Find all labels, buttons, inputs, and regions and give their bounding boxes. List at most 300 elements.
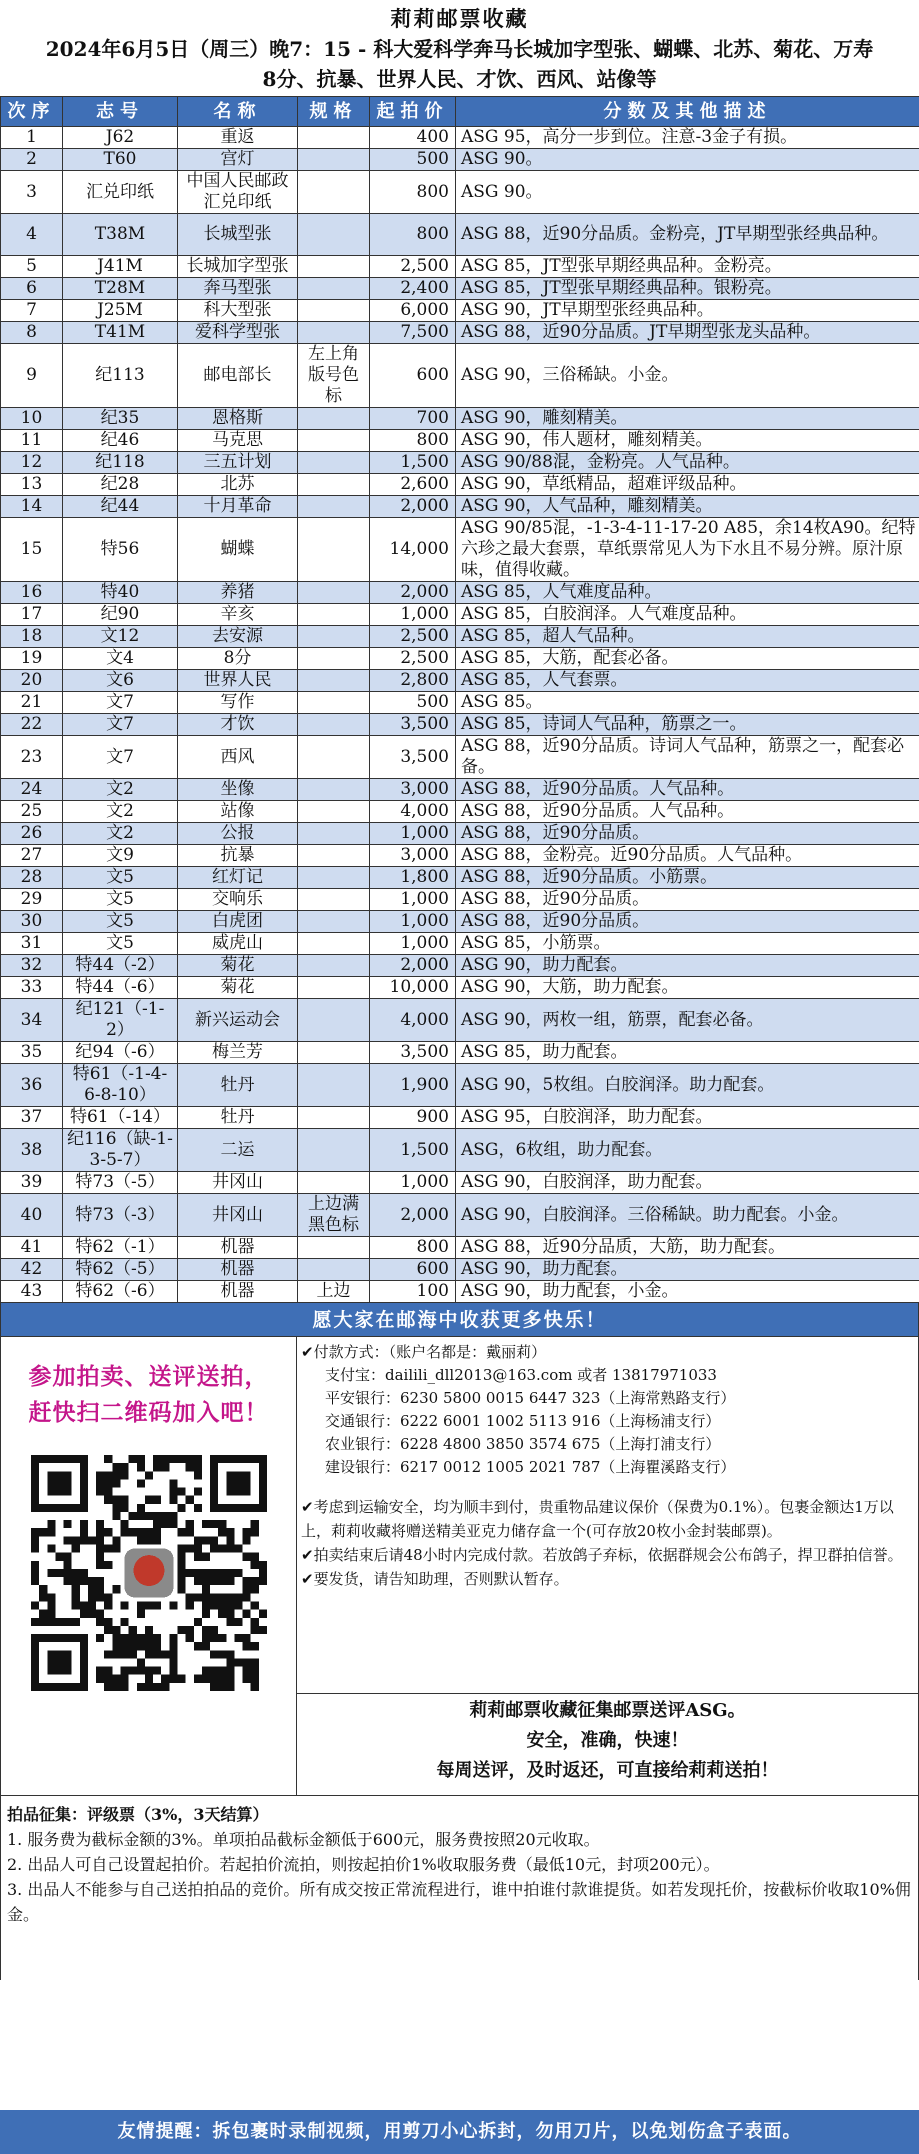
lot-code: 文2 [63,801,178,823]
payment-section [0,1337,919,1693]
lot-start-price: 800 [370,214,456,256]
lot-code: 文7 [63,714,178,736]
lot-start-price: 2,500 [370,648,456,670]
lot-name: 三五计划 [178,452,298,474]
motto-line3: 每周送评，及时返还，可直接给莉莉送拍！ [436,1760,779,1781]
lot-name: 机器 [178,1237,298,1259]
lot-start-price: 1,000 [370,823,456,845]
col-header-spec: 规格 [298,97,370,127]
lot-start-price: 900 [370,1107,456,1129]
lot-spec [298,977,370,999]
lot-start-price: 2,400 [370,278,456,300]
lot-start-price: 2,000 [370,582,456,604]
lot-number: 4 [1,214,63,256]
table-row [1,911,919,933]
motto-section [0,1693,919,1796]
lot-name: 菊花 [178,977,298,999]
lot-code: T41M [63,322,178,344]
lot-spec [298,518,370,582]
lot-description: ASG 88，近90分品质。JT早期型张龙头品种。 [456,322,919,344]
lot-description: ASG 90，白胶润泽。三俗稀缺。助力配套。小金。 [456,1194,919,1237]
table-row [1,256,919,278]
lot-name: 公报 [178,823,298,845]
lot-description: ASG 85，JT型张早期经典品种。银粉亮。 [456,278,919,300]
lot-code: J41M [63,256,178,278]
table-row [1,278,919,300]
lot-start-price: 1,500 [370,1129,456,1172]
lot-spec [298,452,370,474]
bank-jianshe: 建设银行：6217 0012 1005 2021 787（上海瞿溪路支行） [325,1458,736,1476]
lot-name: 宫灯 [178,149,298,171]
lot-code: 特56 [63,518,178,582]
lot-spec: 左上角版号色标 [298,344,370,408]
lot-number: 22 [1,714,63,736]
footer-reminder: 友情提醒：拆包裹时录制视频，用剪刀小心拆封，勿用刀片，以免划伤盒子表面。 [0,2110,919,2154]
lot-description: ASG 90/85混，-1-3-4-11-17-20 A85，余14枚A90。纪特六珍之最大套票，草纸票常见人为下水且不易分辨。原汁原味，值得收藏。 [456,518,919,582]
lot-description: ASG 90，助力配套。 [456,1259,919,1281]
lot-description: ASG 90，伟人题材，雕刻精美。 [456,430,919,452]
table-row [1,648,919,670]
lot-start-price: 4,000 [370,999,456,1042]
table-row [1,1107,919,1129]
table-row [1,1259,919,1281]
lot-description: ASG 88，近90分品质，大筋，助力配套。 [456,1237,919,1259]
auction-title-line1: 2024年6月5日（周三）晚7：15 - 科大爱科学奔马长城加字型张、蝴蝶、北苏、菊花、万寿 [45,37,874,61]
lot-code: 文6 [63,670,178,692]
lot-description: ASG 90，白胶润泽，助力配套。 [456,1172,919,1194]
bank-jiaotong: 交通银行：6222 6001 1002 5113 916（上海杨浦支行） [325,1412,721,1430]
table-row [1,430,919,452]
lot-code: 纪90 [63,604,178,626]
lot-description: ASG 85，超人气品种。 [456,626,919,648]
table-row [1,496,919,518]
lot-start-price: 1,000 [370,889,456,911]
lot-number: 20 [1,670,63,692]
lot-name: 机器 [178,1259,298,1281]
lot-description: ASG 88，近90分品质。 [456,911,919,933]
lot-start-price: 3,500 [370,714,456,736]
table-row [1,1064,919,1107]
lot-start-price: 2,500 [370,256,456,278]
lot-spec [298,604,370,626]
auction-title-line2: 8分、抗暴、世界人民、才饮、西风、站像等 [262,67,657,91]
check-icon: ✔ [301,1546,314,1564]
lot-description: ASG 85，助力配套。 [456,1042,919,1064]
lot-code: 纪28 [63,474,178,496]
lot-description: ASG 90。 [456,149,919,171]
table-row [1,933,919,955]
lot-start-price: 500 [370,692,456,714]
lot-name: 蝴蝶 [178,518,298,582]
table-row [1,474,919,496]
table-row [1,1042,919,1064]
lot-start-price: 100 [370,1281,456,1303]
table-row [1,1129,919,1172]
lot-name: 去安源 [178,626,298,648]
terms-item-1: 1. 服务费为截标金额的3%。单项拍品截标金额低于600元，服务费按照20元收取。 [7,1830,600,1849]
lot-number: 33 [1,977,63,999]
lot-start-price: 1,000 [370,933,456,955]
lot-start-price: 2,800 [370,670,456,692]
lot-description: ASG 88，近90分品质。诗词人气品种，筋票之一，配套必备。 [456,736,919,779]
lot-start-price: 6,000 [370,300,456,322]
lot-number: 26 [1,823,63,845]
lot-name: 井冈山 [178,1172,298,1194]
lot-description: ASG 85，JT型张早期经典品种。金粉亮。 [456,256,919,278]
lot-description: ASG 90，助力配套。 [456,955,919,977]
lot-name: 西风 [178,736,298,779]
table-row [1,779,919,801]
lot-start-price: 700 [370,408,456,430]
lot-number: 2 [1,149,63,171]
terms-item-2: 2. 出品人可自己设置起拍价。若起拍价流拍，则按起拍价1%收取服务费（最低10元，封项200元）。 [7,1855,720,1874]
lot-code: 文5 [63,911,178,933]
lot-code: 纪46 [63,430,178,452]
table-row [1,670,919,692]
table-row [1,518,919,582]
bank-nongye: 农业银行：6228 4800 3850 3574 675（上海打浦支行） [325,1435,721,1453]
table-row [1,1172,919,1194]
lot-number: 16 [1,582,63,604]
lot-name: 坐像 [178,779,298,801]
lot-name: 交响乐 [178,889,298,911]
lot-spec [298,933,370,955]
lot-number: 39 [1,1172,63,1194]
lot-start-price: 1,000 [370,604,456,626]
lot-number: 36 [1,1064,63,1107]
lot-number: 42 [1,1259,63,1281]
lot-spec: 上边满黑色标 [298,1194,370,1237]
lot-description: ASG 90，大筋，助力配套。 [456,977,919,999]
lot-spec [298,648,370,670]
lot-number: 43 [1,1281,63,1303]
table-row [1,604,919,626]
lot-number: 41 [1,1237,63,1259]
lot-name: 井冈山 [178,1194,298,1237]
lot-spec [298,1172,370,1194]
lot-name: 重返 [178,127,298,149]
lot-name: 牡丹 [178,1107,298,1129]
lot-code: 纪94（-6） [63,1042,178,1064]
lot-start-price: 600 [370,1259,456,1281]
bank-pingan: 平安银行：6230 5800 0015 6447 323（上海常熟路支行） [325,1389,736,1407]
lot-description: ASG 88，金粉亮。近90分品质。人气品种。 [456,845,919,867]
lot-number: 23 [1,736,63,779]
wish-banner: 愿大家在邮海中收获更多快乐！ [0,1303,919,1337]
lot-spec [298,214,370,256]
lot-code: 文5 [63,933,178,955]
lot-spec [298,322,370,344]
lot-code: 特61（-14） [63,1107,178,1129]
table-row [1,1237,919,1259]
lot-description: ASG 88，近90分品质。小筋票。 [456,867,919,889]
motto [297,1693,918,1795]
table-row [1,955,919,977]
lot-name: 养猪 [178,582,298,604]
lot-description: ASG 90，两枚一组，筋票，配套必备。 [456,999,919,1042]
lot-spec [298,171,370,214]
lot-spec [298,474,370,496]
lot-name: 写作 [178,692,298,714]
table-row [1,845,919,867]
lot-number: 14 [1,496,63,518]
lot-description: ASG 88，近90分品质。 [456,889,919,911]
table-row [1,714,919,736]
lot-description: ASG 85，小筋票。 [456,933,919,955]
lot-description: ASG 88，近90分品质。人气品种。 [456,779,919,801]
terms-item-3: 3. 出品人不能参与自己送拍拍品的竞价。所有成交按正常流程进行，谁中拍谁付款谁提货。如若发现托价，按截标价收取10%佣金。 [7,1880,911,1924]
qr-code-icon[interactable] [31,1455,267,1691]
lot-number: 32 [1,955,63,977]
lot-name: 世界人民 [178,670,298,692]
table-row [1,214,919,256]
lot-number: 19 [1,648,63,670]
motto-line2: 安全，准确，快速！ [526,1730,689,1751]
lot-description: ASG 85，人气难度品种。 [456,582,919,604]
lot-name: 二运 [178,1129,298,1172]
lot-description: ASG 85，白胶润泽。人气难度品种。 [456,604,919,626]
qr-code-graphic [31,1455,267,1691]
lot-description: ASG 88，近90分品质。金粉亮，JT早期型张经典品种。 [456,214,919,256]
lot-name: 才饮 [178,714,298,736]
lot-start-price: 800 [370,171,456,214]
lot-name: 马克思 [178,430,298,452]
lot-code: T38M [63,214,178,256]
lot-number: 38 [1,1129,63,1172]
table-row [1,149,919,171]
lot-name: 爱科学型张 [178,322,298,344]
table-row [1,452,919,474]
lot-number: 25 [1,801,63,823]
lot-spec [298,1064,370,1107]
lot-number: 29 [1,889,63,911]
lot-code: 特61（-1-4-6-8-10） [63,1064,178,1107]
lot-description: ASG 95，高分一步到位。注意-3金子有损。 [456,127,919,149]
lot-number: 37 [1,1107,63,1129]
lot-number: 1 [1,127,63,149]
qr-panel-bottom [1,1693,297,1795]
lot-description: ASG 90，JT早期型张经典品种。 [456,300,919,322]
lot-description: ASG 90，人气品种，雕刻精美。 [456,496,919,518]
table-row [1,344,919,408]
lot-name: 十月革命 [178,496,298,518]
lot-spec [298,496,370,518]
lot-name: 8分 [178,648,298,670]
lot-code: 纪35 [63,408,178,430]
lot-code: 特73（-3） [63,1194,178,1237]
lot-description: ASG 85。 [456,692,919,714]
lot-code: 文12 [63,626,178,648]
table-row [1,1194,919,1237]
lot-code: 特62（-6） [63,1281,178,1303]
lot-name: 站像 [178,801,298,823]
lot-code: 特44（-2） [63,955,178,977]
lot-code: 文9 [63,845,178,867]
lot-number: 6 [1,278,63,300]
lot-start-price: 4,000 [370,801,456,823]
lot-description: ASG 90，雕刻精美。 [456,408,919,430]
lot-name: 长城加字型张 [178,256,298,278]
lot-code: 文7 [63,692,178,714]
lot-number: 12 [1,452,63,474]
lot-code: 纪44 [63,496,178,518]
lot-spec [298,149,370,171]
lot-spec [298,845,370,867]
lot-number: 27 [1,845,63,867]
lot-spec [298,1129,370,1172]
lot-number: 24 [1,779,63,801]
lot-name: 恩格斯 [178,408,298,430]
lot-start-price: 3,000 [370,845,456,867]
lot-start-price: 1,500 [370,452,456,474]
terms-section [0,1796,919,1980]
col-header-price: 起拍价 [370,97,456,127]
lot-name: 新兴运动会 [178,999,298,1042]
lot-spec [298,867,370,889]
motto-line1: 莉莉邮票收藏征集邮票送评ASG。 [469,1700,746,1721]
lot-spec [298,955,370,977]
delivery-note: 要发货，请告知助理，否则默认暂存。 [313,1570,569,1588]
lot-start-price: 10,000 [370,977,456,999]
lot-start-price: 400 [370,127,456,149]
lot-spec [298,801,370,823]
lot-code: 纪113 [63,344,178,408]
lot-code: 特73（-5） [63,1172,178,1194]
lot-description: ASG 90，草纸精品，超难评级品种。 [456,474,919,496]
lot-spec [298,670,370,692]
lot-description: ASG 90，5枚组。白胶润泽。助力配套。 [456,1064,919,1107]
table-row [1,582,919,604]
lot-start-price: 2,000 [370,955,456,977]
lots-body [1,127,919,1303]
lot-description: ASG 88，近90分品质。 [456,823,919,845]
lot-start-price: 2,600 [370,474,456,496]
lot-number: 21 [1,692,63,714]
lot-code: 文5 [63,889,178,911]
lot-start-price: 3,000 [370,779,456,801]
lot-number: 18 [1,626,63,648]
lot-start-price: 1,800 [370,867,456,889]
lot-spec [298,408,370,430]
lot-code: 特40 [63,582,178,604]
lot-code: 纪116（缺-1-3-5-7） [63,1129,178,1172]
lot-code: 特62（-5） [63,1259,178,1281]
promo-panel [1,1337,297,1693]
table-row [1,692,919,714]
lot-name: 奔马型张 [178,278,298,300]
lot-description: ASG 90/88混，金粉亮。人气品种。 [456,452,919,474]
lot-number: 11 [1,430,63,452]
lot-number: 34 [1,999,63,1042]
col-header-desc: 分数及其他描述 [456,97,919,127]
table-row [1,322,919,344]
lot-code: 文5 [63,867,178,889]
lot-description: ASG 90，三俗稀缺。小金。 [456,344,919,408]
lot-spec [298,779,370,801]
payment-info [297,1337,918,1693]
col-header-name: 名称 [178,97,298,127]
lot-start-price: 14,000 [370,518,456,582]
lot-number: 30 [1,911,63,933]
promo-line2: 赶快扫二维码加入吧！ [28,1399,269,1426]
lot-name: 白虎团 [178,911,298,933]
lot-spec [298,278,370,300]
lot-description: ASG 95，白胶润泽，助力配套。 [456,1107,919,1129]
table-row [1,889,919,911]
lot-spec [298,736,370,779]
lot-description: ASG 90，助力配套，小金。 [456,1281,919,1303]
lot-spec [298,582,370,604]
payment-title: 付款方式：（账户名都是：戴丽莉） [313,1343,547,1361]
shipping-note: 考虑到运输安全，均为顺丰到付，贵重物品建议保价（保费为0.1%）。包裹金额达1万以上，莉莉收藏将赠送精美亚克力储存盒一个(可存放20枚小金封装邮票)。 [301,1498,894,1540]
lot-spec: 上边 [298,1281,370,1303]
lot-spec [298,1042,370,1064]
lot-code: T28M [63,278,178,300]
alipay-info: 支付宝：dailili_dll2013@163.com 或者 13817971033 [325,1366,717,1384]
lot-start-price: 3,500 [370,736,456,779]
check-icon: ✔ [301,1498,314,1516]
lot-name: 机器 [178,1281,298,1303]
table-row [1,171,919,214]
lot-spec [298,300,370,322]
lot-code: 文7 [63,736,178,779]
lot-name: 中国人民邮政汇兑印纸 [178,171,298,214]
lot-number: 3 [1,171,63,214]
lot-code: 纪121（-1-2） [63,999,178,1042]
table-row [1,977,919,999]
lot-start-price: 1,900 [370,1064,456,1107]
lot-name: 长城型张 [178,214,298,256]
payment-deadline-note: 拍卖结束后请48小时内完成付款。若放鸽子弃标，依据群规会公布鸽子，捍卫群拍信誉。 [313,1546,903,1564]
table-row [1,999,919,1042]
lot-start-price: 1,000 [370,911,456,933]
lot-code: 特62（-1） [63,1237,178,1259]
lot-description: ASG 90。 [456,171,919,214]
lot-spec [298,1107,370,1129]
lot-description: ASG 88，近90分品质。人气品种。 [456,801,919,823]
lot-start-price: 800 [370,430,456,452]
lot-name: 邮电部长 [178,344,298,408]
lot-number: 35 [1,1042,63,1064]
promo-line1: 参加拍卖、送评送拍， [28,1363,269,1390]
table-row [1,127,919,149]
lot-number: 10 [1,408,63,430]
lot-code: 文2 [63,823,178,845]
lot-code: 特44（-6） [63,977,178,999]
lot-number: 8 [1,322,63,344]
lot-name: 威虎山 [178,933,298,955]
lot-spec [298,1237,370,1259]
lot-number: 15 [1,518,63,582]
lot-start-price: 3,500 [370,1042,456,1064]
header [0,0,919,96]
lot-spec [298,692,370,714]
table-row [1,736,919,779]
table-row [1,867,919,889]
lot-spec [298,127,370,149]
lot-number: 40 [1,1194,63,1237]
lot-description: ASG 85，大筋，配套必备。 [456,648,919,670]
check-icon: ✔ [301,1343,314,1361]
lot-number: 28 [1,867,63,889]
lot-spec [298,911,370,933]
col-header-no: 次序 [1,97,63,127]
lot-name: 北苏 [178,474,298,496]
lot-code: 汇兑印纸 [63,171,178,214]
lot-code: 文2 [63,779,178,801]
lot-spec [298,256,370,278]
lot-name: 牡丹 [178,1064,298,1107]
